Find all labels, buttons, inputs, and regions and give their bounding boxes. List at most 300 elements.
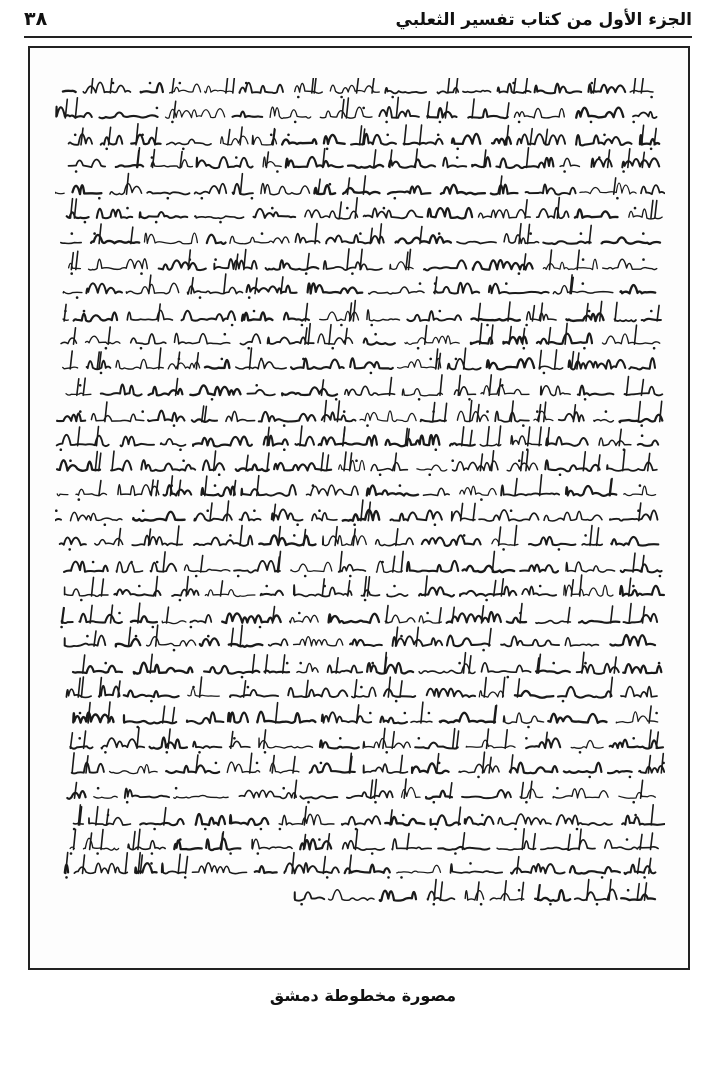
manuscript-dot bbox=[480, 903, 483, 906]
manuscript-stroke bbox=[507, 126, 509, 145]
manuscript-dot bbox=[296, 523, 299, 526]
manuscript-dot bbox=[156, 561, 159, 564]
manuscript-stroke bbox=[638, 402, 640, 422]
manuscript-dot bbox=[400, 635, 403, 638]
manuscript-stroke bbox=[200, 677, 202, 697]
manuscript-stroke bbox=[187, 712, 224, 723]
manuscript-stroke bbox=[597, 528, 599, 546]
manuscript-stroke bbox=[548, 714, 606, 723]
manuscript-dot bbox=[283, 448, 286, 451]
manuscript-stroke bbox=[357, 708, 359, 723]
manuscript-stroke bbox=[553, 286, 613, 294]
manuscript-stroke bbox=[499, 527, 501, 545]
manuscript-stroke bbox=[526, 185, 576, 195]
manuscript-dot bbox=[429, 358, 432, 361]
manuscript-dot bbox=[456, 148, 459, 151]
manuscript-dot bbox=[78, 498, 81, 501]
manuscript-stroke bbox=[480, 444, 501, 446]
manuscript-dot bbox=[340, 96, 343, 99]
manuscript-stroke bbox=[353, 529, 355, 545]
manuscript-stroke bbox=[101, 136, 123, 145]
manuscript-dot bbox=[76, 296, 79, 299]
manuscript-stroke bbox=[450, 783, 452, 798]
manuscript-stroke bbox=[161, 439, 186, 446]
manuscript-stroke bbox=[582, 544, 602, 545]
manuscript-dot bbox=[383, 207, 386, 210]
manuscript-stroke bbox=[376, 561, 402, 572]
manuscript-stroke bbox=[132, 535, 182, 545]
manuscript-dot bbox=[166, 751, 169, 754]
manuscript-dot bbox=[300, 903, 303, 906]
manuscript-stroke bbox=[116, 165, 143, 167]
manuscript-stroke bbox=[537, 208, 569, 218]
manuscript-dot bbox=[370, 324, 373, 327]
manuscript-dot bbox=[206, 509, 209, 512]
manuscript-dot bbox=[432, 410, 435, 413]
manuscript-stroke bbox=[440, 882, 442, 900]
manuscript-stroke bbox=[648, 453, 650, 470]
manuscript-stroke bbox=[400, 681, 402, 697]
manuscript-dot bbox=[626, 838, 629, 841]
manuscript-stroke bbox=[127, 174, 129, 195]
manuscript-dot bbox=[97, 787, 100, 790]
manuscript-stroke bbox=[615, 319, 636, 321]
manuscript-stroke bbox=[656, 732, 658, 748]
manuscript-stroke bbox=[240, 512, 261, 520]
manuscript-stroke bbox=[651, 805, 653, 825]
manuscript-stroke bbox=[312, 513, 337, 521]
manuscript-stroke bbox=[65, 636, 106, 647]
manuscript-stroke bbox=[602, 237, 660, 243]
manuscript-stroke bbox=[74, 199, 76, 218]
manuscript-stroke bbox=[91, 414, 143, 422]
manuscript-stroke bbox=[342, 100, 344, 118]
manuscript-stroke bbox=[434, 880, 436, 901]
manuscript-stroke bbox=[61, 243, 81, 244]
manuscript-stroke bbox=[447, 636, 490, 647]
manuscript-dot bbox=[70, 272, 73, 275]
manuscript-stroke bbox=[89, 259, 148, 270]
manuscript-dot bbox=[104, 662, 107, 665]
manuscript-dot bbox=[107, 814, 110, 817]
manuscript-stroke bbox=[239, 790, 296, 798]
manuscript-dot bbox=[219, 221, 222, 224]
manuscript-stroke bbox=[529, 537, 576, 545]
manuscript-dot bbox=[195, 575, 198, 578]
manuscript-stroke bbox=[492, 137, 511, 145]
manuscript-dot bbox=[642, 232, 645, 235]
manuscript-dot bbox=[175, 787, 178, 790]
manuscript-stroke bbox=[105, 402, 107, 422]
manuscript-stroke bbox=[367, 310, 400, 321]
manuscript-dot bbox=[632, 737, 635, 740]
manuscript-dot bbox=[173, 649, 176, 652]
manuscript-stroke bbox=[76, 489, 107, 495]
manuscript-stroke bbox=[314, 78, 316, 93]
manuscript-stroke bbox=[360, 411, 416, 422]
manuscript-dot bbox=[353, 523, 356, 526]
manuscript-stroke bbox=[537, 333, 592, 343]
manuscript-dot bbox=[418, 398, 421, 401]
manuscript-stroke bbox=[557, 815, 612, 825]
manuscript-dot bbox=[307, 801, 310, 804]
manuscript-stroke bbox=[401, 551, 403, 572]
manuscript-dot bbox=[639, 484, 642, 487]
manuscript-stroke bbox=[326, 235, 384, 243]
manuscript-stroke bbox=[657, 305, 659, 321]
manuscript-stroke bbox=[101, 579, 103, 596]
manuscript-dot bbox=[385, 751, 388, 754]
manuscript-dot bbox=[150, 862, 153, 865]
manuscript-stroke bbox=[481, 386, 529, 395]
manuscript-stroke bbox=[471, 338, 493, 344]
manuscript-dot bbox=[83, 310, 86, 313]
manuscript-stroke bbox=[186, 857, 188, 874]
manuscript-stroke bbox=[489, 284, 549, 294]
manuscript-stroke bbox=[499, 426, 501, 446]
manuscript-dot bbox=[539, 585, 542, 588]
manuscript-stroke bbox=[255, 866, 277, 873]
manuscript-stroke bbox=[587, 880, 589, 901]
manuscript-dot bbox=[135, 635, 138, 638]
manuscript-dot bbox=[437, 134, 440, 137]
manuscript-stroke bbox=[463, 566, 514, 572]
manuscript-stroke bbox=[79, 614, 122, 623]
manuscript-dot bbox=[287, 134, 290, 137]
manuscript-dot bbox=[576, 828, 579, 831]
manuscript-stroke bbox=[149, 387, 183, 396]
manuscript-dot bbox=[370, 372, 373, 375]
manuscript-dot bbox=[65, 876, 68, 879]
manuscript-dot bbox=[305, 272, 308, 275]
manuscript-stroke bbox=[174, 840, 201, 849]
manuscript-stroke bbox=[575, 209, 618, 217]
manuscript-stroke bbox=[131, 227, 133, 243]
manuscript-stroke bbox=[272, 756, 274, 773]
manuscript-stroke bbox=[576, 135, 631, 145]
manuscript-stroke bbox=[623, 450, 625, 471]
manuscript-stroke bbox=[517, 134, 565, 145]
manuscript-dot bbox=[428, 473, 431, 476]
manuscript-dot bbox=[662, 762, 665, 765]
manuscript-stroke bbox=[594, 420, 614, 422]
manuscript-stroke bbox=[156, 625, 158, 646]
manuscript-dot bbox=[270, 134, 273, 137]
manuscript-stroke bbox=[150, 654, 152, 673]
manuscript-stroke bbox=[396, 529, 398, 546]
manuscript-stroke bbox=[505, 730, 507, 749]
manuscript-stroke bbox=[400, 755, 402, 773]
manuscript-stroke bbox=[282, 139, 316, 144]
manuscript-stroke bbox=[489, 757, 491, 773]
manuscript-dot bbox=[650, 148, 653, 151]
manuscript-dot bbox=[458, 662, 461, 665]
manuscript-stroke bbox=[422, 535, 481, 546]
manuscript-dot bbox=[583, 347, 586, 350]
manuscript-stroke bbox=[76, 251, 78, 269]
manuscript-stroke bbox=[240, 127, 242, 145]
manuscript-stroke bbox=[350, 453, 352, 471]
manuscript-stroke bbox=[210, 503, 212, 521]
manuscript-stroke bbox=[163, 552, 165, 572]
manuscript-stroke bbox=[533, 834, 535, 850]
manuscript-dot bbox=[153, 828, 156, 831]
manuscript-stroke bbox=[642, 125, 644, 145]
page-header bbox=[24, 8, 692, 34]
manuscript-dot bbox=[374, 801, 377, 804]
manuscript-stroke bbox=[608, 150, 610, 168]
manuscript-stroke bbox=[619, 429, 621, 445]
manuscript-stroke bbox=[99, 686, 120, 697]
manuscript-stroke bbox=[624, 486, 656, 495]
manuscript-stroke bbox=[579, 621, 619, 623]
manuscript-dot bbox=[182, 148, 185, 151]
manuscript-stroke bbox=[240, 526, 242, 546]
manuscript-dot bbox=[486, 410, 489, 413]
manuscript-dot bbox=[650, 96, 653, 99]
manuscript-stroke bbox=[545, 732, 547, 748]
manuscript-stroke bbox=[197, 157, 253, 168]
manuscript-stroke bbox=[69, 263, 81, 268]
manuscript-dot bbox=[625, 635, 628, 638]
manuscript-stroke bbox=[148, 411, 185, 422]
manuscript-stroke bbox=[204, 406, 206, 421]
manuscript-stroke bbox=[515, 479, 517, 496]
manuscript-stroke bbox=[603, 259, 657, 269]
manuscript-stroke bbox=[457, 242, 496, 244]
manuscript-dot bbox=[584, 662, 587, 665]
manuscript-dot bbox=[519, 612, 522, 615]
manuscript-stroke bbox=[156, 481, 158, 496]
manuscript-stroke bbox=[369, 287, 424, 294]
manuscript-dot bbox=[394, 197, 397, 200]
manuscript-stroke bbox=[60, 537, 86, 545]
manuscript-dot bbox=[454, 852, 457, 855]
manuscript-stroke bbox=[383, 728, 385, 748]
manuscript-stroke bbox=[158, 304, 160, 321]
manuscript-stroke bbox=[367, 486, 418, 496]
manuscript-stroke bbox=[133, 832, 135, 850]
manuscript-stroke bbox=[545, 129, 547, 145]
manuscript-stroke bbox=[63, 91, 76, 92]
manuscript-stroke bbox=[479, 210, 531, 218]
manuscript-stroke bbox=[190, 615, 211, 623]
manuscript-stroke bbox=[637, 884, 639, 901]
manuscript-dot bbox=[126, 801, 129, 804]
manuscript-stroke bbox=[195, 184, 227, 194]
manuscript-stroke bbox=[297, 663, 318, 672]
manuscript-dot bbox=[233, 737, 236, 740]
manuscript-stroke bbox=[511, 755, 513, 773]
manuscript-stroke bbox=[57, 413, 85, 421]
manuscript-stroke bbox=[196, 814, 225, 825]
manuscript-stroke bbox=[247, 390, 274, 396]
manuscript-stroke bbox=[530, 129, 532, 145]
manuscript-dot bbox=[369, 712, 372, 715]
manuscript-stroke bbox=[145, 233, 198, 244]
manuscript-stroke bbox=[416, 627, 418, 646]
manuscript-dot bbox=[616, 197, 619, 200]
manuscript-stroke bbox=[141, 83, 163, 92]
manuscript-stroke bbox=[614, 657, 616, 673]
manuscript-stroke bbox=[108, 327, 110, 344]
manuscript-stroke bbox=[565, 323, 567, 344]
manuscript-stroke bbox=[304, 530, 306, 546]
manuscript-stroke bbox=[507, 103, 509, 118]
manuscript-stroke bbox=[348, 581, 350, 596]
manuscript-stroke bbox=[469, 656, 471, 673]
manuscript-dot bbox=[371, 852, 374, 855]
manuscript-stroke bbox=[310, 763, 355, 772]
manuscript-stroke bbox=[241, 485, 296, 496]
manuscript-stroke bbox=[74, 829, 76, 849]
manuscript-stroke bbox=[170, 84, 201, 93]
manuscript-dot bbox=[214, 484, 217, 487]
manuscript-stroke bbox=[67, 791, 85, 799]
manuscript-stroke bbox=[389, 159, 435, 167]
manuscript-dot bbox=[84, 221, 87, 224]
manuscript-stroke bbox=[205, 360, 229, 368]
manuscript-stroke bbox=[125, 789, 169, 798]
manuscript-stroke bbox=[566, 562, 615, 572]
manuscript-stroke bbox=[511, 436, 541, 445]
manuscript-dot bbox=[293, 534, 296, 537]
manuscript-stroke bbox=[407, 561, 458, 572]
manuscript-stroke bbox=[90, 833, 92, 850]
manuscript-dot bbox=[79, 384, 82, 387]
manuscript-dot bbox=[241, 676, 244, 679]
manuscript-stroke bbox=[387, 594, 408, 597]
manuscript-stroke bbox=[392, 732, 394, 749]
manuscript-stroke bbox=[162, 863, 186, 873]
manuscript-dot bbox=[598, 156, 601, 159]
manuscript-dot bbox=[590, 121, 593, 124]
manuscript-stroke bbox=[155, 577, 157, 597]
manuscript-dot bbox=[485, 599, 488, 602]
manuscript-dot bbox=[601, 876, 604, 879]
manuscript-stroke bbox=[320, 740, 359, 748]
manuscript-stroke bbox=[202, 406, 204, 422]
manuscript-stroke bbox=[497, 841, 535, 850]
manuscript-stroke bbox=[174, 795, 228, 798]
manuscript-dot bbox=[105, 148, 108, 151]
manuscript-stroke bbox=[546, 437, 588, 446]
manuscript-stroke bbox=[468, 109, 508, 118]
manuscript-stroke bbox=[206, 839, 240, 851]
manuscript-stroke bbox=[318, 179, 320, 194]
manuscript-stroke bbox=[73, 185, 102, 194]
manuscript-stroke bbox=[127, 310, 172, 320]
manuscript-stroke bbox=[610, 740, 663, 749]
manuscript-stroke bbox=[539, 350, 541, 369]
manuscript-stroke bbox=[109, 127, 111, 145]
manuscript-stroke bbox=[465, 891, 484, 900]
manuscript-dot bbox=[264, 751, 267, 754]
manuscript-dot bbox=[253, 509, 256, 512]
manuscript-stroke bbox=[539, 366, 563, 369]
manuscript-dot bbox=[326, 148, 329, 151]
manuscript-stroke bbox=[228, 130, 230, 145]
manuscript-stroke bbox=[319, 436, 377, 446]
manuscript-stroke bbox=[351, 134, 396, 145]
manuscript-stroke bbox=[57, 494, 68, 496]
manuscript-stroke bbox=[205, 86, 233, 93]
manuscript-stroke bbox=[259, 535, 315, 545]
manuscript-stroke bbox=[192, 863, 246, 874]
manuscript-stroke bbox=[266, 260, 319, 270]
manuscript-stroke bbox=[348, 165, 383, 168]
manuscript-dot bbox=[247, 686, 250, 689]
manuscript-stroke bbox=[571, 580, 573, 596]
manuscript-dot bbox=[456, 156, 459, 159]
manuscript-stroke bbox=[94, 796, 117, 798]
manuscript-stroke bbox=[526, 738, 560, 748]
manuscript-stroke bbox=[239, 83, 283, 93]
manuscript-dot bbox=[632, 121, 635, 124]
manuscript-dot bbox=[192, 686, 195, 689]
manuscript-stroke bbox=[224, 274, 226, 294]
manuscript-stroke bbox=[566, 313, 603, 321]
manuscript-dot bbox=[643, 876, 646, 879]
manuscript-stroke bbox=[536, 621, 571, 624]
manuscript-stroke bbox=[586, 304, 588, 321]
manuscript-stroke bbox=[521, 783, 523, 799]
manuscript-stroke bbox=[503, 677, 505, 697]
manuscript-dot bbox=[527, 726, 530, 729]
manuscript-dot bbox=[518, 889, 521, 892]
manuscript-stroke bbox=[452, 511, 475, 520]
manuscript-stroke bbox=[438, 847, 489, 850]
manuscript-stroke bbox=[83, 855, 85, 873]
manuscript-dot bbox=[235, 156, 238, 159]
manuscript-stroke bbox=[83, 378, 85, 395]
manuscript-stroke bbox=[376, 538, 414, 546]
manuscript-stroke bbox=[504, 881, 506, 900]
manuscript-dot bbox=[96, 852, 99, 855]
manuscript-stroke bbox=[193, 742, 221, 748]
manuscript-dot bbox=[286, 662, 289, 665]
manuscript-stroke bbox=[558, 687, 612, 698]
manuscript-stroke bbox=[460, 486, 496, 495]
manuscript-dot bbox=[438, 232, 441, 235]
manuscript-dot bbox=[434, 523, 437, 526]
manuscript-stroke bbox=[409, 249, 411, 269]
manuscript-stroke bbox=[279, 551, 281, 572]
manuscript-stroke bbox=[621, 564, 662, 572]
manuscript-dot bbox=[294, 121, 297, 124]
manuscript-stroke bbox=[246, 455, 248, 470]
manuscript-stroke bbox=[514, 78, 516, 93]
manuscript-dot bbox=[302, 358, 305, 361]
manuscript-stroke bbox=[137, 728, 139, 749]
manuscript-stroke bbox=[500, 176, 502, 194]
manuscript-stroke bbox=[227, 501, 229, 521]
manuscript-stroke bbox=[81, 677, 83, 697]
manuscript-stroke bbox=[499, 379, 501, 395]
manuscript-dot bbox=[198, 751, 201, 754]
manuscript-stroke bbox=[482, 663, 531, 672]
manuscript-dot bbox=[659, 575, 662, 578]
manuscript-stroke bbox=[528, 224, 530, 243]
manuscript-stroke bbox=[589, 225, 591, 243]
manuscript-stroke bbox=[230, 236, 289, 243]
manuscript-stroke bbox=[101, 830, 103, 850]
manuscript-dot bbox=[349, 575, 352, 578]
manuscript-dot bbox=[395, 700, 398, 703]
manuscript-stroke bbox=[329, 325, 331, 345]
manuscript-stroke bbox=[159, 260, 206, 270]
manuscript-stroke bbox=[345, 386, 395, 395]
